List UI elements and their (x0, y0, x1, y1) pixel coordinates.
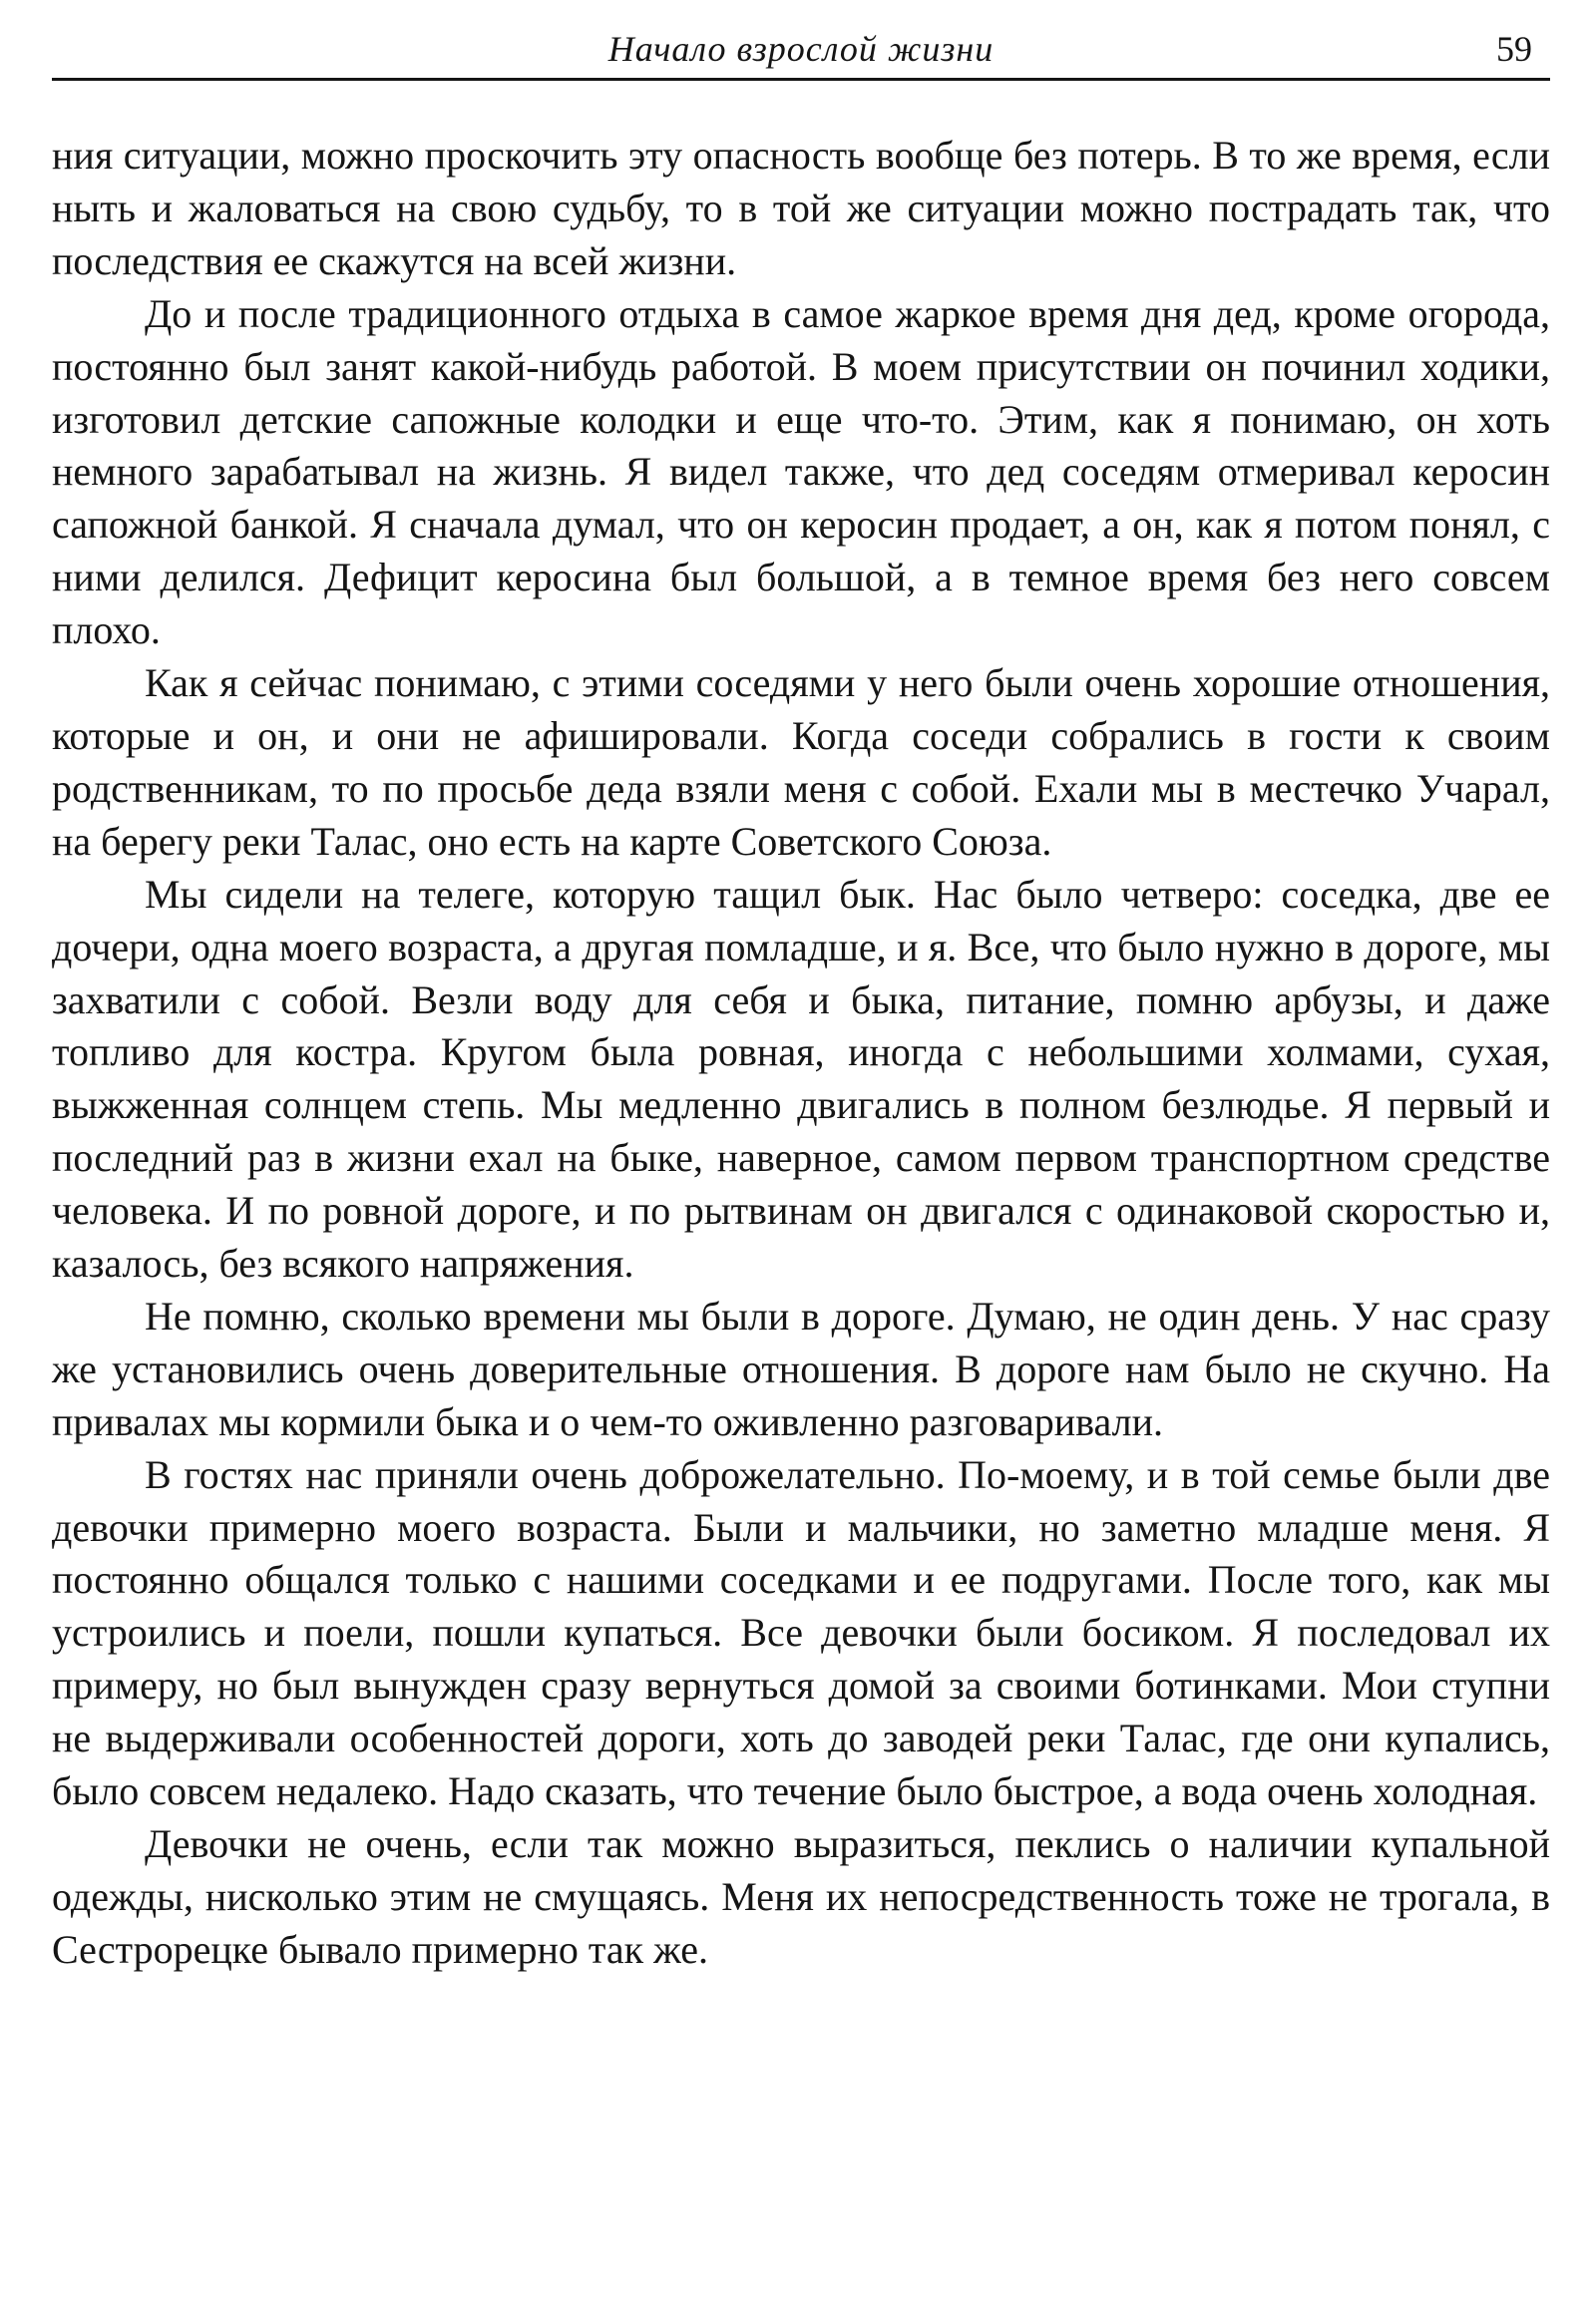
running-head (52, 24, 1550, 76)
page-number: 59 (1496, 29, 1532, 69)
paragraph: Мы сидели на телеге, которую тащил бык. Нас было четверо: соседка, две ее дочери, одна моего возраста, а другая помладше, и я. Все, что было нужно в дороге, мы захватили с собой. Везли воду для себя и быка, питание, помню арбузы, и даже топливо для костра. Кругом была ровная, иногда с небольшими холмами, сухая, выжженная солнцем степь. Мы медленно двигались в полном безлюдье. Я первый и последний раз в жизни ехал на быке, наверное, самом первом транспортном средстве человека. И по ровной дороге, и по рытвинам он двигался с одинаковой скоростью и, казалось, без всякого напряжения. (52, 871, 1550, 1287)
running-title: Начало взрослой жизни (607, 29, 995, 69)
paragraph-continued: ния ситуации, можно проскочить эту опасность вообще без потерь. В то же время, если ныть и жаловаться на свою судьбу, то в той же ситуации можно пострадать так, что последствия ее скажутся на всей жизни. (52, 133, 1550, 283)
header-rule (52, 78, 1550, 81)
paragraph: В гостях нас приняли очень доброжелательно. По-моему, и в той семье были две девочки примерно моего возраста. Были и мальчики, но заметно младше меня. Я постоянно общался только с нашими соседками и ее подругами. После того, как мы устроились и поели, пошли купаться. Все девочки были босиком. Я последовал их примеру, но был вынужден сразу вернуться домой за своими ботинками. Мои ступни не выдерживали особенностей дороги, хоть до заводей реки Талас, где они купались, было совсем недалеко. Надо сказать, что течение было быстрое, а вода очень холодная. (52, 1451, 1550, 1814)
book-page (52, 0, 1550, 2311)
paragraph: До и после традиционного отдыха в самое жаркое время дня дед, кроме огорода, постоянно был занят какой-нибудь работой. В моем присутствии он починил ходики, изготовил детские сапожные колодки и еще что-то. Этим, как я понимаю, он хоть немного зарабатывал на жизнь. Я видел также, что дед соседям отмеривал керосин сапожной банкой. Я сначала думал, что он керосин продает, а он, как я потом понял, с ними делился. Дефицит керосина был большой, а в темное время без него совсем плохо. (52, 290, 1550, 653)
paragraph: Как я сейчас понимаю, с этими соседями у него были очень хорошие отношения, которые и он, и они не афишировали. Когда соседи собрались в гости к своим родственникам, то по просьбе деда взяли меня с собой. Ехали мы в местечко Учарал, на берегу реки Талас, оно есть на карте Советского Союза. (52, 660, 1550, 864)
paragraph: Не помню, сколько времени мы были в дороге. Думаю, не один день. У нас сразу же установились очень доверительные отношения. В дороге нам было не скучно. На привалах мы кормили быка и о чем-то оживленно разговаривали. (52, 1293, 1550, 1444)
paragraph: Девочки не очень, если так можно выразиться, пеклись о наличии купальной одежды, нисколько этим не смущаясь. Меня их непосредственность тоже не трогала, в Сестрорецке бывало примерно так же. (52, 1821, 1550, 1972)
body-text (52, 130, 1550, 1977)
